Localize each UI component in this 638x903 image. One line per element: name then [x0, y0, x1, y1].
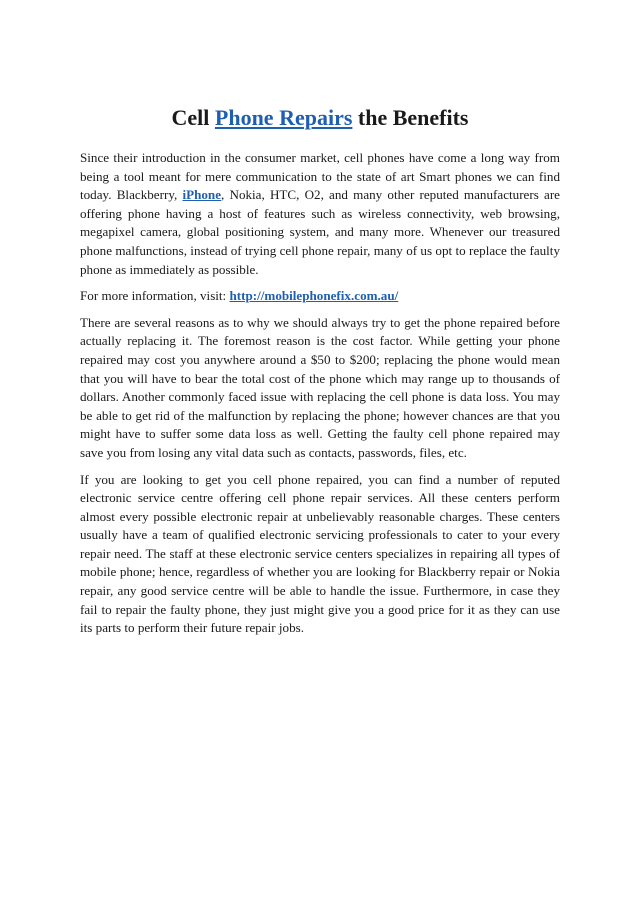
document-title	[80, 104, 560, 132]
info-line	[80, 287, 560, 306]
paragraph-service-centers: If you are looking to get you cell phone repaired, you can find a number of reputed electronic service centre offering cell phone repair services. All these centers perform almost every possible electronic repair at unbelievably reasonable charges. These centers usually have a team of qualified electronic servicing professionals to cater to your every repair need. The staff at these electronic service centers specializes in repairing all types of mobile phone; hence, regardless of whether you are looking for Blackberry repair or Nokia repair, any good service centre will be able to handle the issue. Furthermore, in case they fail to repair the faulty phone, they just might give you a good price for it as they can use its parts to perform their future repair jobs.	[80, 471, 560, 636]
website-link[interactable]: http://mobilephonefix.com.au/	[229, 288, 399, 304]
title-suffix: the Benefits	[352, 105, 469, 130]
title-link-phone-repairs[interactable]: Phone Repairs	[214, 105, 353, 130]
paragraph-intro	[80, 149, 560, 279]
document-page	[80, 104, 560, 646]
paragraph-reasons: There are several reasons as to why we should always try to get the phone repaired before actually replacing it. The foremost reason is the cost factor. While getting your phone repaired may cost you anywhere around a $50 to $200; replacing the phone would mean that you will have to bear the total cost of the phone which may range up to thousands of dollars. Another commonly faced issue with replacing the cell phone is data loss. You may be able to get rid of the malfunction by replacing the phone; however chances are that you might have to suffer some data loss as well. Getting the faulty cell phone repaired may save you from losing any vital data such as contacts, passwords, files, etc.	[80, 314, 560, 460]
title-prefix: Cell	[171, 105, 215, 130]
iphone-link[interactable]: iPhone	[182, 187, 222, 203]
info-label: For more information, visit:	[80, 288, 230, 304]
paragraph-intro-text-after: , Nokia, HTC, O2, and many other reputed manufacturers are offering phone having a host of features such as wireless connectivity, web browsing, megapixel camera, global positioning system, and many more. Whenever our treasured phone malfunctions, instead of trying cell phone repair, many of us opt to replace the faulty phone as immediately as possible.	[80, 187, 560, 277]
paragraph-intro-text-before: Since their introduction in the consumer market, cell phones have come a long way from being a tool meant for mere communication to the state of art Smart phones we can find today. Blackberry,	[80, 150, 560, 203]
